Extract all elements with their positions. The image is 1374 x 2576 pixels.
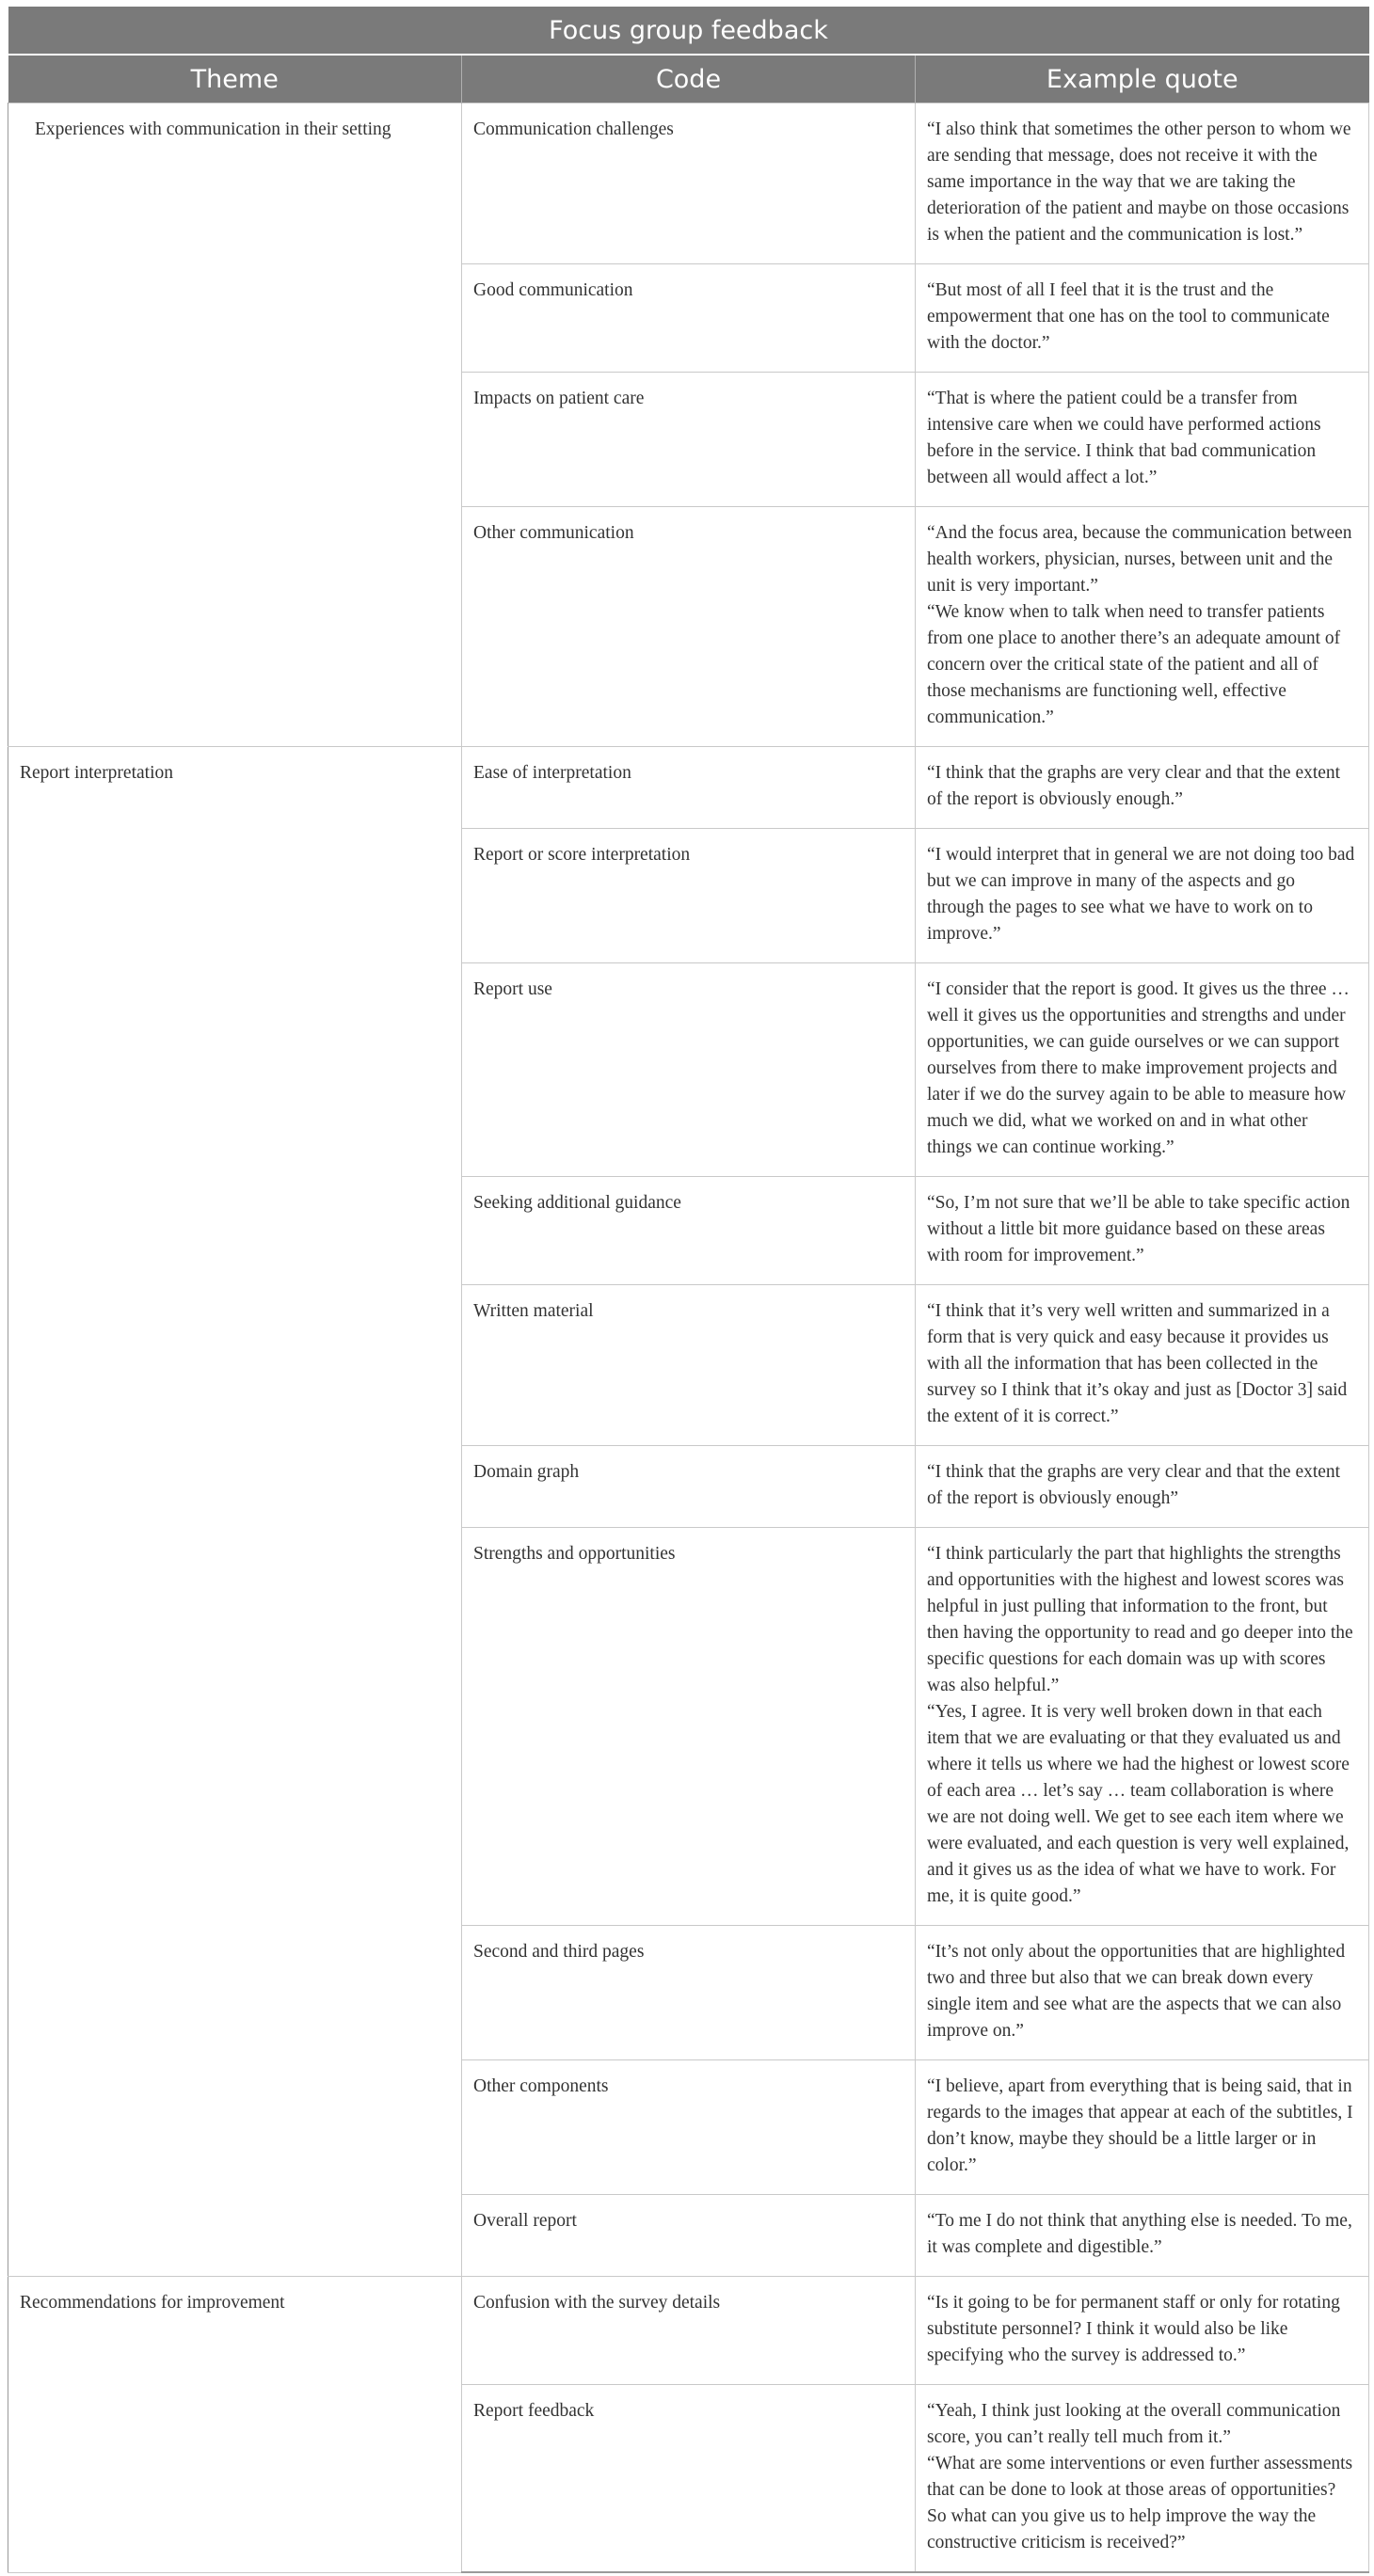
quote-cell xyxy=(916,2060,1369,2195)
example-quote: “And the focus area, because the communication between health workers, physician, nurses, between unit and the unit is very important.” xyxy=(927,523,1352,596)
theme-cell: Report interpretation xyxy=(8,747,462,2277)
example-quote: “But most of all I feel that it is the trust and the empowerment that one has on the tool to communicate with the doctor.” xyxy=(927,280,1330,353)
code-cell: Confusion with the survey details xyxy=(462,2277,916,2385)
quote-cell xyxy=(916,2195,1369,2277)
example-quote: “I think that it’s very well written and summarized in a form that is very quick and easy because it provides us with all the information that has been collected in the survey so I think that it’s okay and just as [Doctor 3] said the extent of it is correct.” xyxy=(927,1301,1348,1426)
quote-cell xyxy=(916,963,1369,1177)
example-quote: “Is it going to be for permanent staff or only for rotating substitute personnel? I think it would also be like specifying who the survey is addressed to.” xyxy=(927,2293,1340,2365)
header-code: Code xyxy=(462,55,916,103)
example-quote: “I think particularly the part that highlights the strengths and opportunities with the highest and lowest scores was helpful in just pulling that information to the front, but then having the opportunity to read and go deeper into the specific questions for each domain was up with scores was also helpful.” xyxy=(927,1544,1353,1695)
quote-cell xyxy=(916,1446,1369,1528)
table-body xyxy=(8,103,1369,2573)
code-cell: Report or score interpretation xyxy=(462,829,916,963)
quote-cell xyxy=(916,264,1369,373)
quote-cell xyxy=(916,1528,1369,1926)
example-quote: “I would interpret that in general we are not doing too bad but we can improve in many of the aspects and go through the pages to see what we have to work on to improve.” xyxy=(927,845,1355,944)
quote-cell xyxy=(916,747,1369,829)
code-cell: Written material xyxy=(462,1285,916,1446)
code-cell: Report feedback xyxy=(462,2385,916,2573)
example-quote: “I also think that sometimes the other person to whom we are sending that message, does not receive it with the same importance in the way that we are taking the deterioration of the patient and maybe on those occasions is when the patient and the communication is lost.” xyxy=(927,119,1351,245)
example-quote: “I believe, apart from everything that is being said, that in regards to the images that appear at each of the subtitles, I don’t know, maybe they should be a little larger or in color.” xyxy=(927,2076,1353,2175)
example-quote: “So, I’m not sure that we’ll be able to take specific action without a little bit more guidance based on these areas with room for improvement.” xyxy=(927,1193,1350,1265)
example-quote: “It’s not only about the opportunities that are highlighted two and three but also that we can break down every single item and see what are the aspects that we can also improve on.” xyxy=(927,1942,1346,2041)
example-quote: “We know when to talk when need to transfer patients from one place to another there’s an adequate amount of concern over the critical state of the patient and all of those mechanisms are functioning well, effective communication.” xyxy=(927,602,1341,727)
theme-cell: Recommendations for improvement xyxy=(8,2277,462,2573)
code-cell: Other communication xyxy=(462,507,916,747)
quote-cell xyxy=(916,2277,1369,2385)
table-caption: Focus group feedback xyxy=(8,7,1369,55)
example-quote: “What are some interventions or even further assessments that can be done to look at those areas of opportunities? So what can you give us to help improve the way the constructive criticism is received?” xyxy=(927,2454,1353,2552)
example-quote: “Yes, I agree. It is very well broken down in that each item that we are evaluating or that they evaluated us and where it tells us where we had the highest or lowest score of each area … let’s say … team collaboration is where we are not doing well. We get to see each item where we were evaluated, and each question is very well explained, and it gives us as the idea of what we have to work. For me, it is quite good.” xyxy=(927,1702,1350,1906)
quote-cell xyxy=(916,373,1369,507)
code-cell: Communication challenges xyxy=(462,103,916,264)
table-row xyxy=(8,747,1369,829)
quote-cell xyxy=(916,1177,1369,1285)
quote-cell xyxy=(916,507,1369,747)
quote-cell xyxy=(916,1926,1369,2060)
code-cell: Seeking additional guidance xyxy=(462,1177,916,1285)
code-cell: Other components xyxy=(462,2060,916,2195)
header-theme: Theme xyxy=(8,55,462,103)
quote-cell xyxy=(916,1285,1369,1446)
focus-group-feedback-table xyxy=(8,7,1369,2573)
table-row xyxy=(8,2277,1369,2385)
example-quote: “To me I do not think that anything else is needed. To me, it was complete and digestible.” xyxy=(927,2211,1352,2257)
code-cell: Second and third pages xyxy=(462,1926,916,2060)
quote-cell xyxy=(916,103,1369,264)
header-example-quote: Example quote xyxy=(916,55,1369,103)
code-cell: Strengths and opportunities xyxy=(462,1528,916,1926)
theme-cell: Experiences with communication in their setting xyxy=(8,103,462,747)
quote-cell xyxy=(916,2385,1369,2573)
code-cell: Domain graph xyxy=(462,1446,916,1528)
example-quote: “Yeah, I think just looking at the overall communication score, you can’t really tell much from it.” xyxy=(927,2401,1341,2447)
table-row xyxy=(8,103,1369,264)
code-cell: Good communication xyxy=(462,264,916,373)
code-cell: Overall report xyxy=(462,2195,916,2277)
code-cell: Impacts on patient care xyxy=(462,373,916,507)
example-quote: “I consider that the report is good. It gives us the three … well it gives us the opportunities and strengths and under opportunities, we can guide ourselves or we can support ourselves from there to make improvement projects and later if we do the survey again to be able to measure how much we did, what we worked on and in what other things we can continue working.” xyxy=(927,979,1350,1157)
example-quote: “That is where the patient could be a transfer from intensive care when we could have performed actions before in the service. I think that bad communication between all would affect a lot.” xyxy=(927,389,1321,487)
quote-cell xyxy=(916,829,1369,963)
example-quote: “I think that the graphs are very clear and that the extent of the report is obviously enough” xyxy=(927,1462,1341,1508)
code-cell: Report use xyxy=(462,963,916,1177)
code-cell: Ease of interpretation xyxy=(462,747,916,829)
example-quote: “I think that the graphs are very clear and that the extent of the report is obviously enough.” xyxy=(927,763,1341,809)
